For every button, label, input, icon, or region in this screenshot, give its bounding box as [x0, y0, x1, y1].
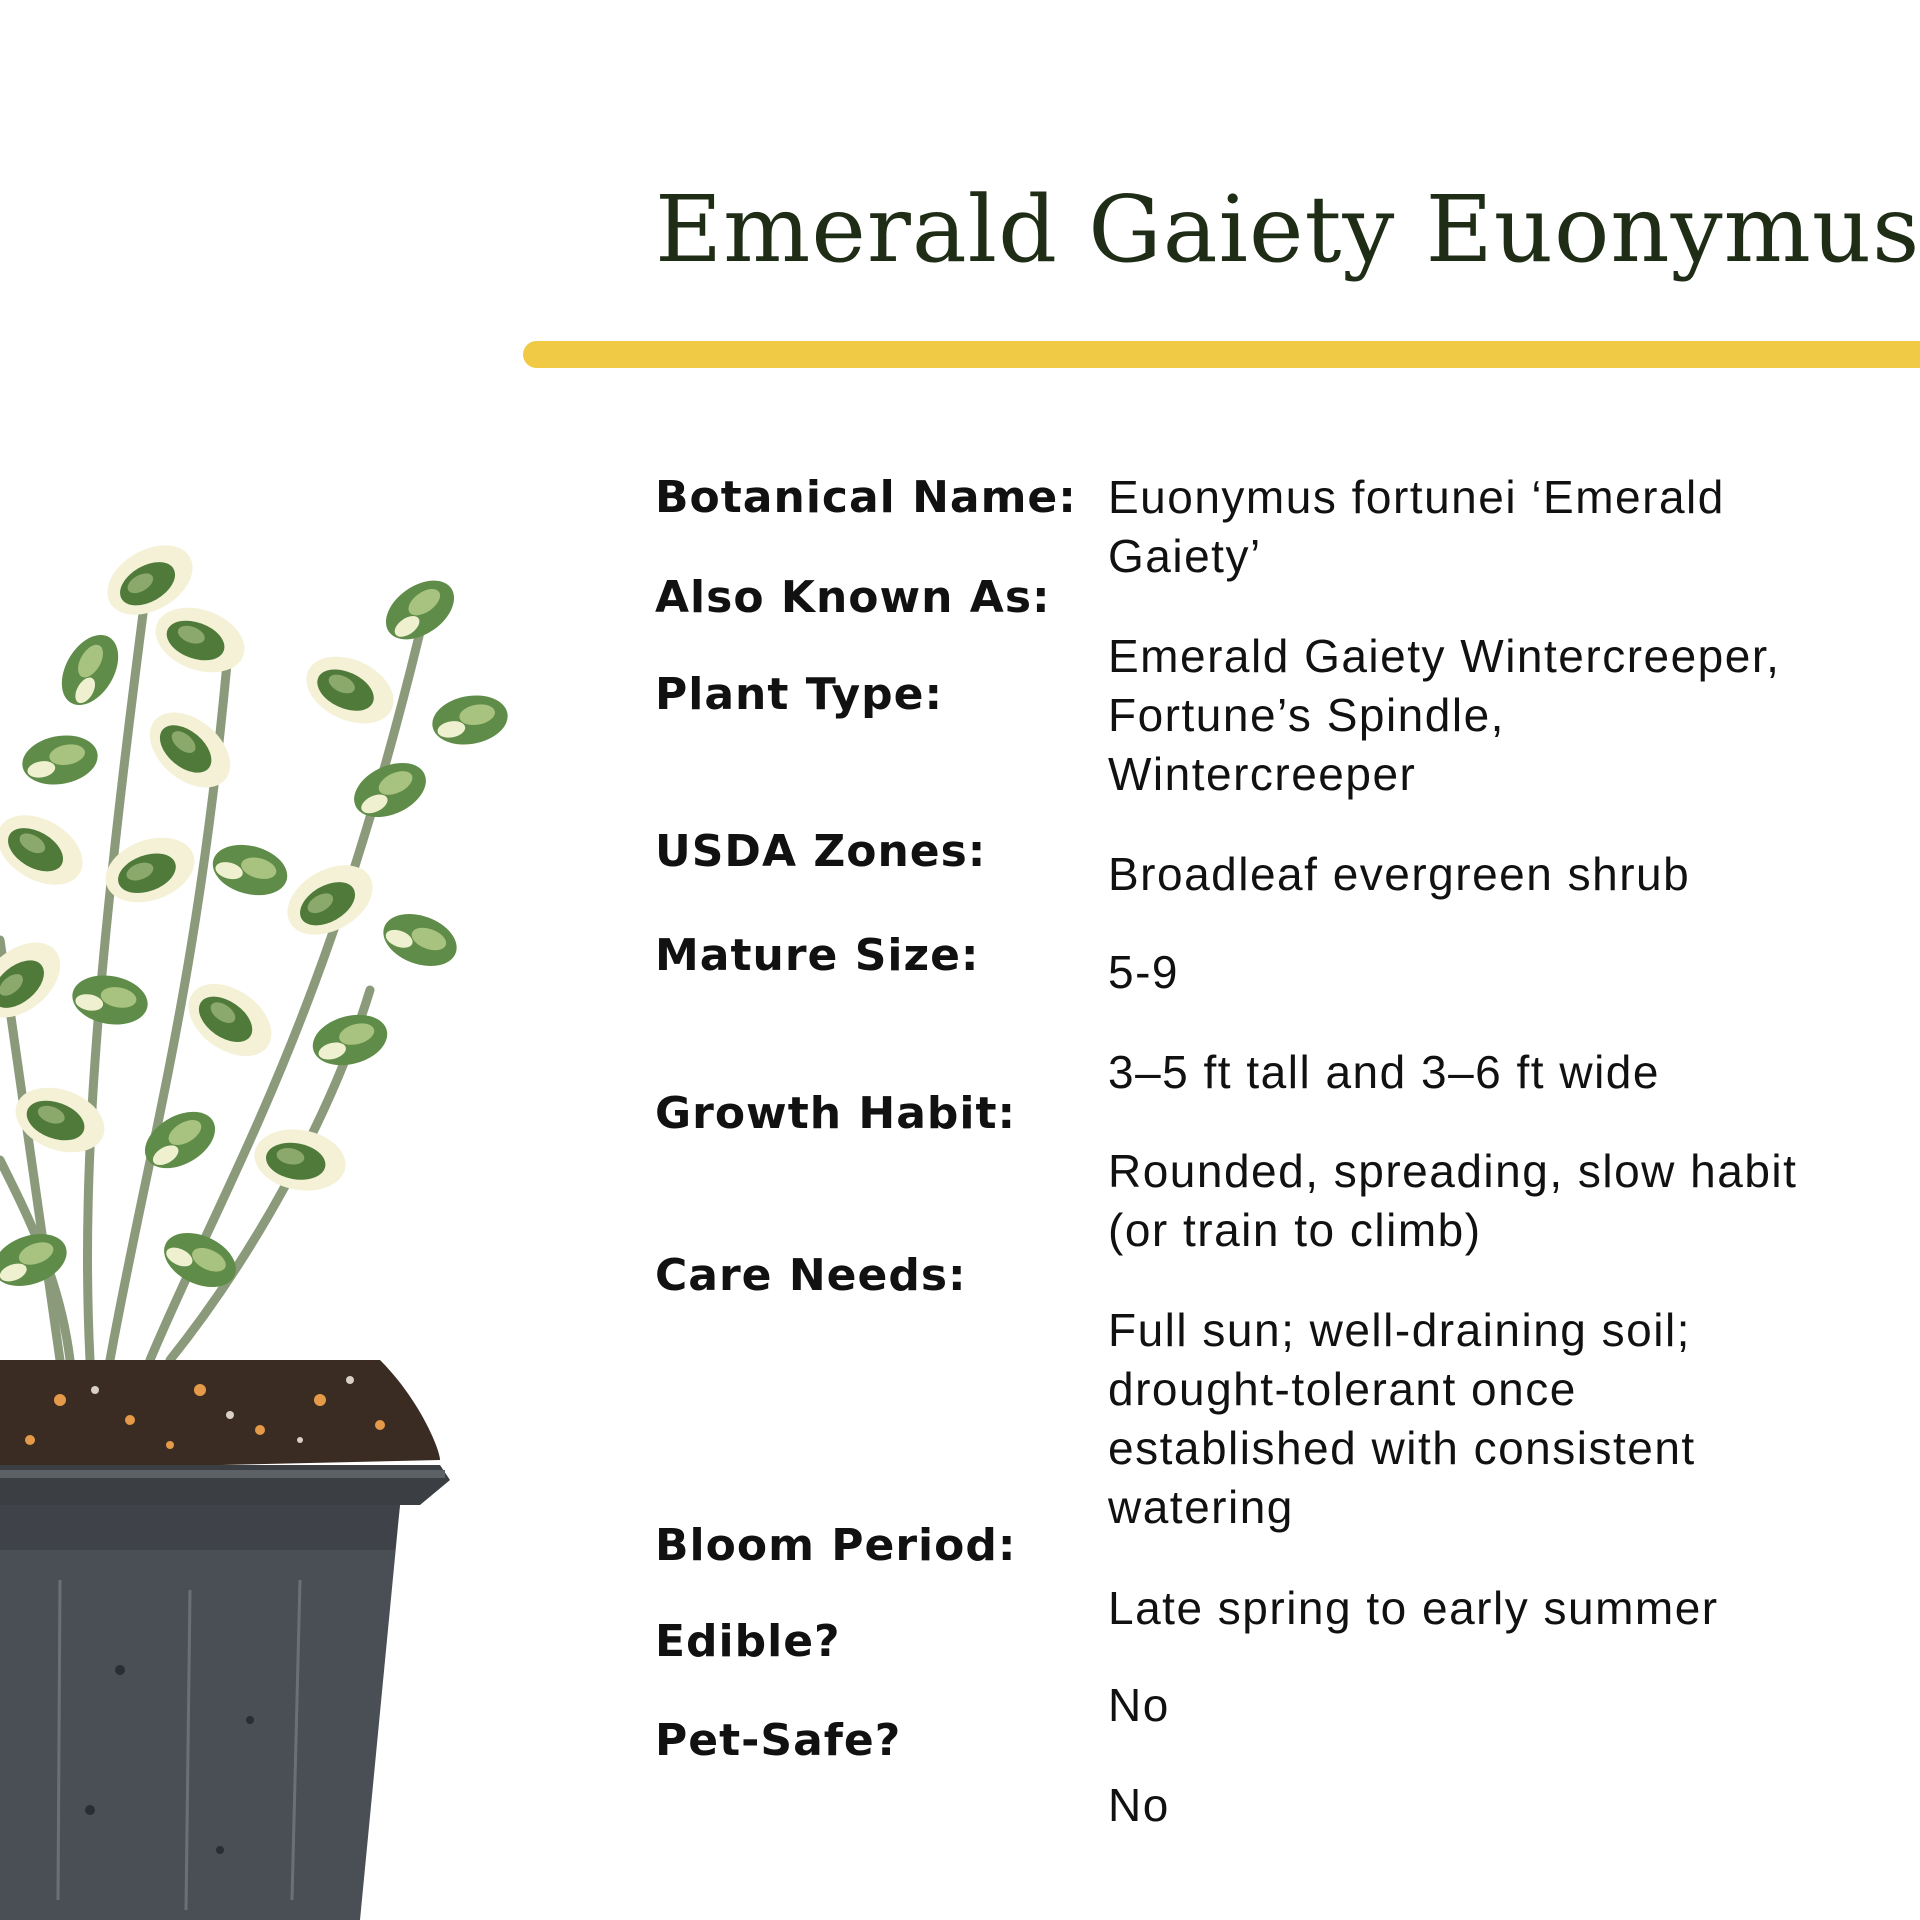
label-botanical-name: Botanical Name: — [655, 472, 1077, 523]
value-pet-safe: No — [1108, 1779, 1170, 1831]
value-plant-type: Broadleaf evergreen shrub — [1108, 848, 1691, 900]
label-pet-safe: Pet-Safe? — [655, 1715, 902, 1766]
value-care-needs: Full sun; well-draining soil; drought-tolerant once established with consistent watering — [1108, 1304, 1696, 1533]
label-edible: Edible? — [655, 1616, 841, 1667]
label-usda-zones: USDA Zones: — [655, 826, 987, 877]
accent-divider — [523, 341, 1920, 368]
value-bloom-period: Late spring to early summer — [1108, 1582, 1719, 1634]
value-also-known-as: Emerald Gaiety Wintercreeper, Fortune’s Spindle, Wintercreeper — [1108, 630, 1781, 800]
potted-plant-image — [0, 520, 600, 1920]
label-care-needs: Care Needs: — [655, 1250, 967, 1301]
label-mature-size: Mature Size: — [655, 930, 980, 981]
value-mature-size: 3–5 ft tall and 3–6 ft wide — [1108, 1046, 1660, 1098]
label-growth-habit: Growth Habit: — [655, 1088, 1017, 1139]
value-growth-habit: Rounded, spreading, slow habit (or train to climb) — [1108, 1145, 1798, 1256]
value-botanical-name: Euonymus fortunei ‘Emerald Gaiety’ — [1108, 471, 1725, 582]
page-title: Emerald Gaiety Euonymus — [655, 176, 1920, 283]
value-usda-zones: 5-9 — [1108, 946, 1179, 998]
label-also-known-as: Also Known As: — [655, 572, 1051, 623]
value-edible: No — [1108, 1679, 1170, 1731]
label-plant-type: Plant Type: — [655, 669, 944, 720]
label-bloom-period: Bloom Period: — [655, 1520, 1017, 1571]
